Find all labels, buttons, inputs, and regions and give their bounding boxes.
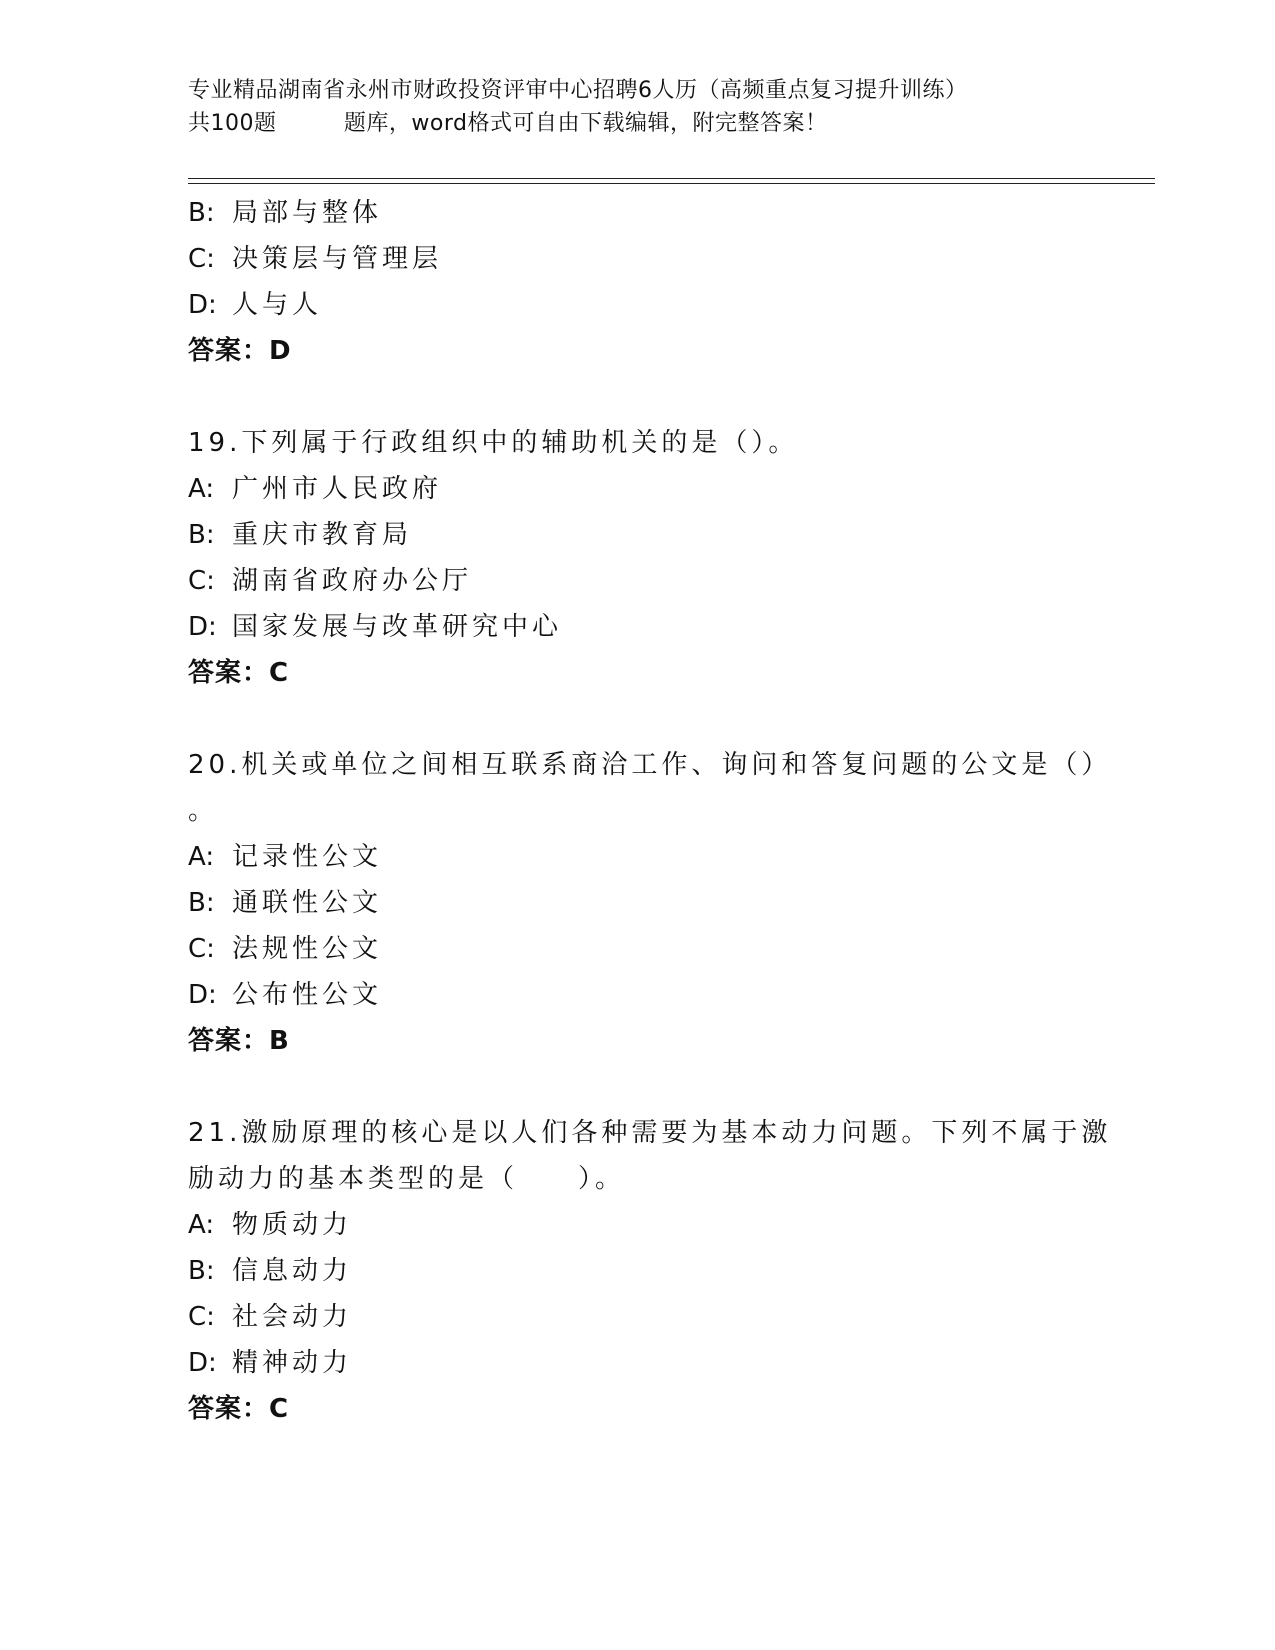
- question-continued: [188, 190, 1088, 374]
- option-item: [188, 512, 1088, 558]
- option-text: 决策层与管理层: [232, 244, 443, 274]
- question-block: [188, 1110, 1112, 1432]
- option-text: 湖南省政府办公厅: [232, 566, 473, 596]
- answer-line: 答案：B: [188, 1026, 290, 1056]
- header-title-line-1: 专业精品湖南省永州市财政投资评审中心招聘6人历（高频重点复习提升训练）: [188, 78, 968, 103]
- option-text: 信息动力: [232, 1256, 353, 1286]
- option-letter: D:: [188, 612, 217, 642]
- option-item: [188, 466, 1088, 512]
- option-item: [188, 282, 1088, 328]
- option-text: 精神动力: [232, 1348, 353, 1378]
- option-item: [188, 604, 1088, 650]
- option-letter: A:: [188, 474, 215, 504]
- question-stem: 20.机关或单位之间相互联系商洽工作、询问和答复问题的公文是（）: [188, 750, 1112, 780]
- option-text: 社会动力: [232, 1302, 353, 1332]
- option-text: 广州市人民政府: [232, 474, 443, 504]
- header-divider-top: [188, 178, 1155, 179]
- option-item: [188, 926, 1088, 972]
- option-item: [188, 880, 1088, 926]
- option-item: [188, 1340, 1088, 1386]
- option-letter: B:: [188, 198, 215, 228]
- question-stem-continuation: 励动力的基本类型的是（ ）。: [188, 1164, 626, 1194]
- answer-line: 答案：C: [188, 658, 290, 688]
- option-letter: C:: [188, 1302, 215, 1332]
- option-item: [188, 190, 1088, 236]
- option-letter: A:: [188, 842, 215, 872]
- document-header: [188, 74, 1108, 140]
- option-letter: D:: [188, 1348, 217, 1378]
- spacer: [188, 1064, 1088, 1110]
- option-text: 公布性公文: [232, 980, 383, 1010]
- question-list: [188, 190, 1112, 1432]
- option-letter: D:: [188, 290, 217, 320]
- option-letter: D:: [188, 980, 217, 1010]
- header-title-line-2: 共100题 题库，word格式可自由下载编辑，附完整答案！: [188, 111, 828, 136]
- option-item: [188, 1294, 1088, 1340]
- option-item: [188, 1202, 1088, 1248]
- answer-line: 答案：C: [188, 1394, 290, 1424]
- option-text: 局部与整体: [232, 198, 383, 228]
- option-letter: B:: [188, 1256, 215, 1286]
- option-letter: B:: [188, 520, 215, 550]
- answer-line: 答案：D: [188, 336, 292, 366]
- option-letter: C:: [188, 244, 215, 274]
- option-item: [188, 972, 1088, 1018]
- option-text: 重庆市教育局: [232, 520, 413, 550]
- option-text: 记录性公文: [232, 842, 383, 872]
- spacer: [188, 696, 1088, 742]
- option-item: [188, 834, 1088, 880]
- option-letter: C:: [188, 934, 215, 964]
- option-item: [188, 236, 1088, 282]
- option-text: 物质动力: [232, 1210, 353, 1240]
- header-divider-bottom: [188, 183, 1155, 184]
- option-text: 国家发展与改革研究中心: [232, 612, 563, 642]
- spacer: [188, 374, 1088, 420]
- question-stem: 19.下列属于行政组织中的辅助机关的是（）。: [188, 428, 799, 458]
- question-stem-continuation: 。: [188, 796, 219, 826]
- option-text: 人与人: [232, 290, 323, 320]
- option-text: 通联性公文: [232, 888, 383, 918]
- question-block: [188, 742, 1112, 1064]
- option-letter: B:: [188, 888, 215, 918]
- question-block: [188, 420, 1088, 696]
- option-item: [188, 1248, 1088, 1294]
- option-item: [188, 558, 1088, 604]
- option-text: 法规性公文: [232, 934, 383, 964]
- option-letter: C:: [188, 566, 215, 596]
- option-letter: A:: [188, 1210, 215, 1240]
- question-stem: 21.激励原理的核心是以人们各种需要为基本动力问题。下列不属于激: [188, 1118, 1112, 1148]
